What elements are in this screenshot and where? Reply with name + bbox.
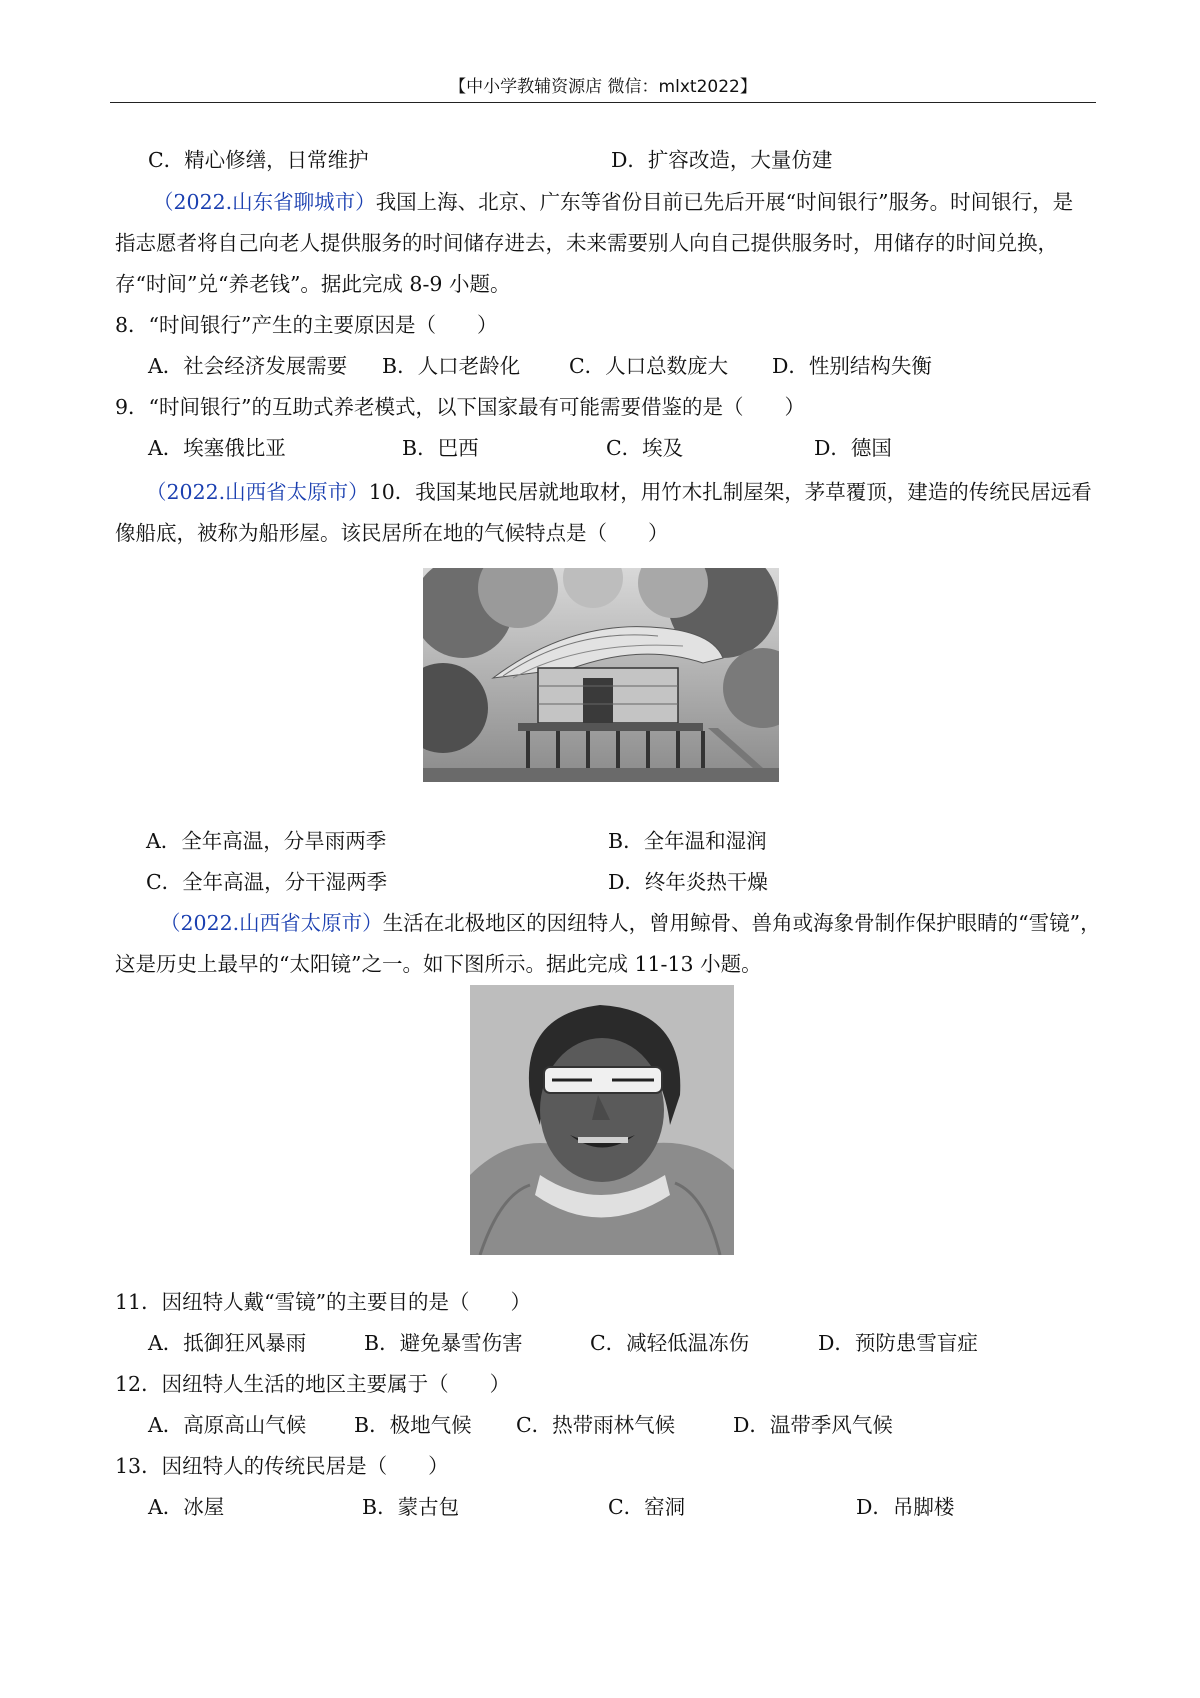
q11-stem: 11．因纽特人戴“雪镜”的主要目的是（ ） [115,1290,532,1314]
q10-option-b: B．全年温和湿润 [608,829,767,853]
inuit-portrait-illustration [470,985,734,1255]
passage2-text1: 生活在北极地区的因纽特人，曾用鲸骨、兽角或海象骨制作保护眼睛的“雪镜”， [382,911,1101,935]
q13-option-c: C．窑洞 [608,1495,686,1519]
q8-stem: 8．“时间银行”产生的主要原因是（ ） [115,313,498,337]
inuit-snow-goggles-photo [470,985,734,1255]
page-header: 【中小学教辅资源店 微信：mlxt2022】 [449,77,757,97]
q11-option-c: C．减轻低温冻伤 [590,1331,750,1355]
q10-option-c: C．全年高温，分干湿两季 [146,870,388,894]
passage2-source: （2022.山西省太原市） [160,911,383,935]
q12-option-d: D．温带季风气候 [733,1413,893,1437]
passage1-text1: 我国上海、北京、广东等省份目前已先后开展“时间银行”服务。时间银行，是 [375,190,1074,214]
q9-stem: 9．“时间银行”的互助式养老模式，以下国家最有可能需要借鉴的是（ ） [115,395,806,419]
passage1-line3: 存“时间”兑“养老钱”。据此完成 8-9 小题。 [115,272,511,296]
q8-option-c: C．人口总数庞大 [569,354,729,378]
boat-house-illustration [423,568,779,782]
q8-option-a: A．社会经济发展需要 [148,354,348,378]
q10-text1: 10．我国某地民居就地取材，用竹木扎制屋架，茅草覆顶，建造的传统民居远看 [368,480,1092,504]
q10-option-d: D．终年炎热干燥 [608,870,768,894]
q8-option-d: D．性别结构失衡 [772,354,932,378]
q12-option-b: B．极地气候 [354,1413,472,1437]
q11-option-d: D．预防患雪盲症 [818,1331,978,1355]
q12-option-a: A．高原高山气候 [148,1413,307,1437]
q13-stem: 13．因纽特人的传统民居是（ ） [115,1454,449,1478]
prev-option-d: D．扩容改造，大量仿建 [611,148,833,172]
q10-source: （2022.山西省太原市） [146,480,369,504]
passage1-line1 [153,188,1073,216]
q9-option-d: D．德国 [814,436,892,460]
q13-option-d: D．吊脚楼 [856,1495,955,1519]
q10-option-a: A．全年高温，分旱雨两季 [146,829,387,853]
q9-option-b: B．巴西 [402,436,479,460]
boat-house-photo [423,568,779,782]
passage1-line2: 指志愿者将自己向老人提供服务的时间储存进去，未来需要别人向自己提供服务时，用储存的时间兑换， [115,231,1058,255]
prev-option-c: C．精心修缮，日常维护 [148,148,369,172]
passage1-source: （2022.山东省聊城市） [153,190,376,214]
q10-line2: 像船底，被称为船形屋。该民居所在地的气候特点是（ ） [115,521,669,545]
q8-option-b: B．人口老龄化 [382,354,521,378]
q10-line1 [146,478,1092,506]
q13-option-b: B．蒙古包 [362,1495,460,1519]
q11-option-b: B．避免暴雪伤害 [364,1331,523,1355]
q12-stem: 12．因纽特人生活的地区主要属于（ ） [115,1372,511,1396]
q11-option-a: A．抵御狂风暴雨 [148,1331,307,1355]
q13-option-a: A．冰屋 [148,1495,225,1519]
passage2-line2: 这是历史上最早的“太阳镜”之一。如下图所示。据此完成 11-13 小题。 [115,952,762,976]
q9-option-a: A．埃塞俄比亚 [148,436,286,460]
header-divider [110,102,1096,103]
q9-option-c: C．埃及 [606,436,684,460]
q12-option-c: C．热带雨林气候 [516,1413,676,1437]
passage2-line1 [160,909,1101,937]
